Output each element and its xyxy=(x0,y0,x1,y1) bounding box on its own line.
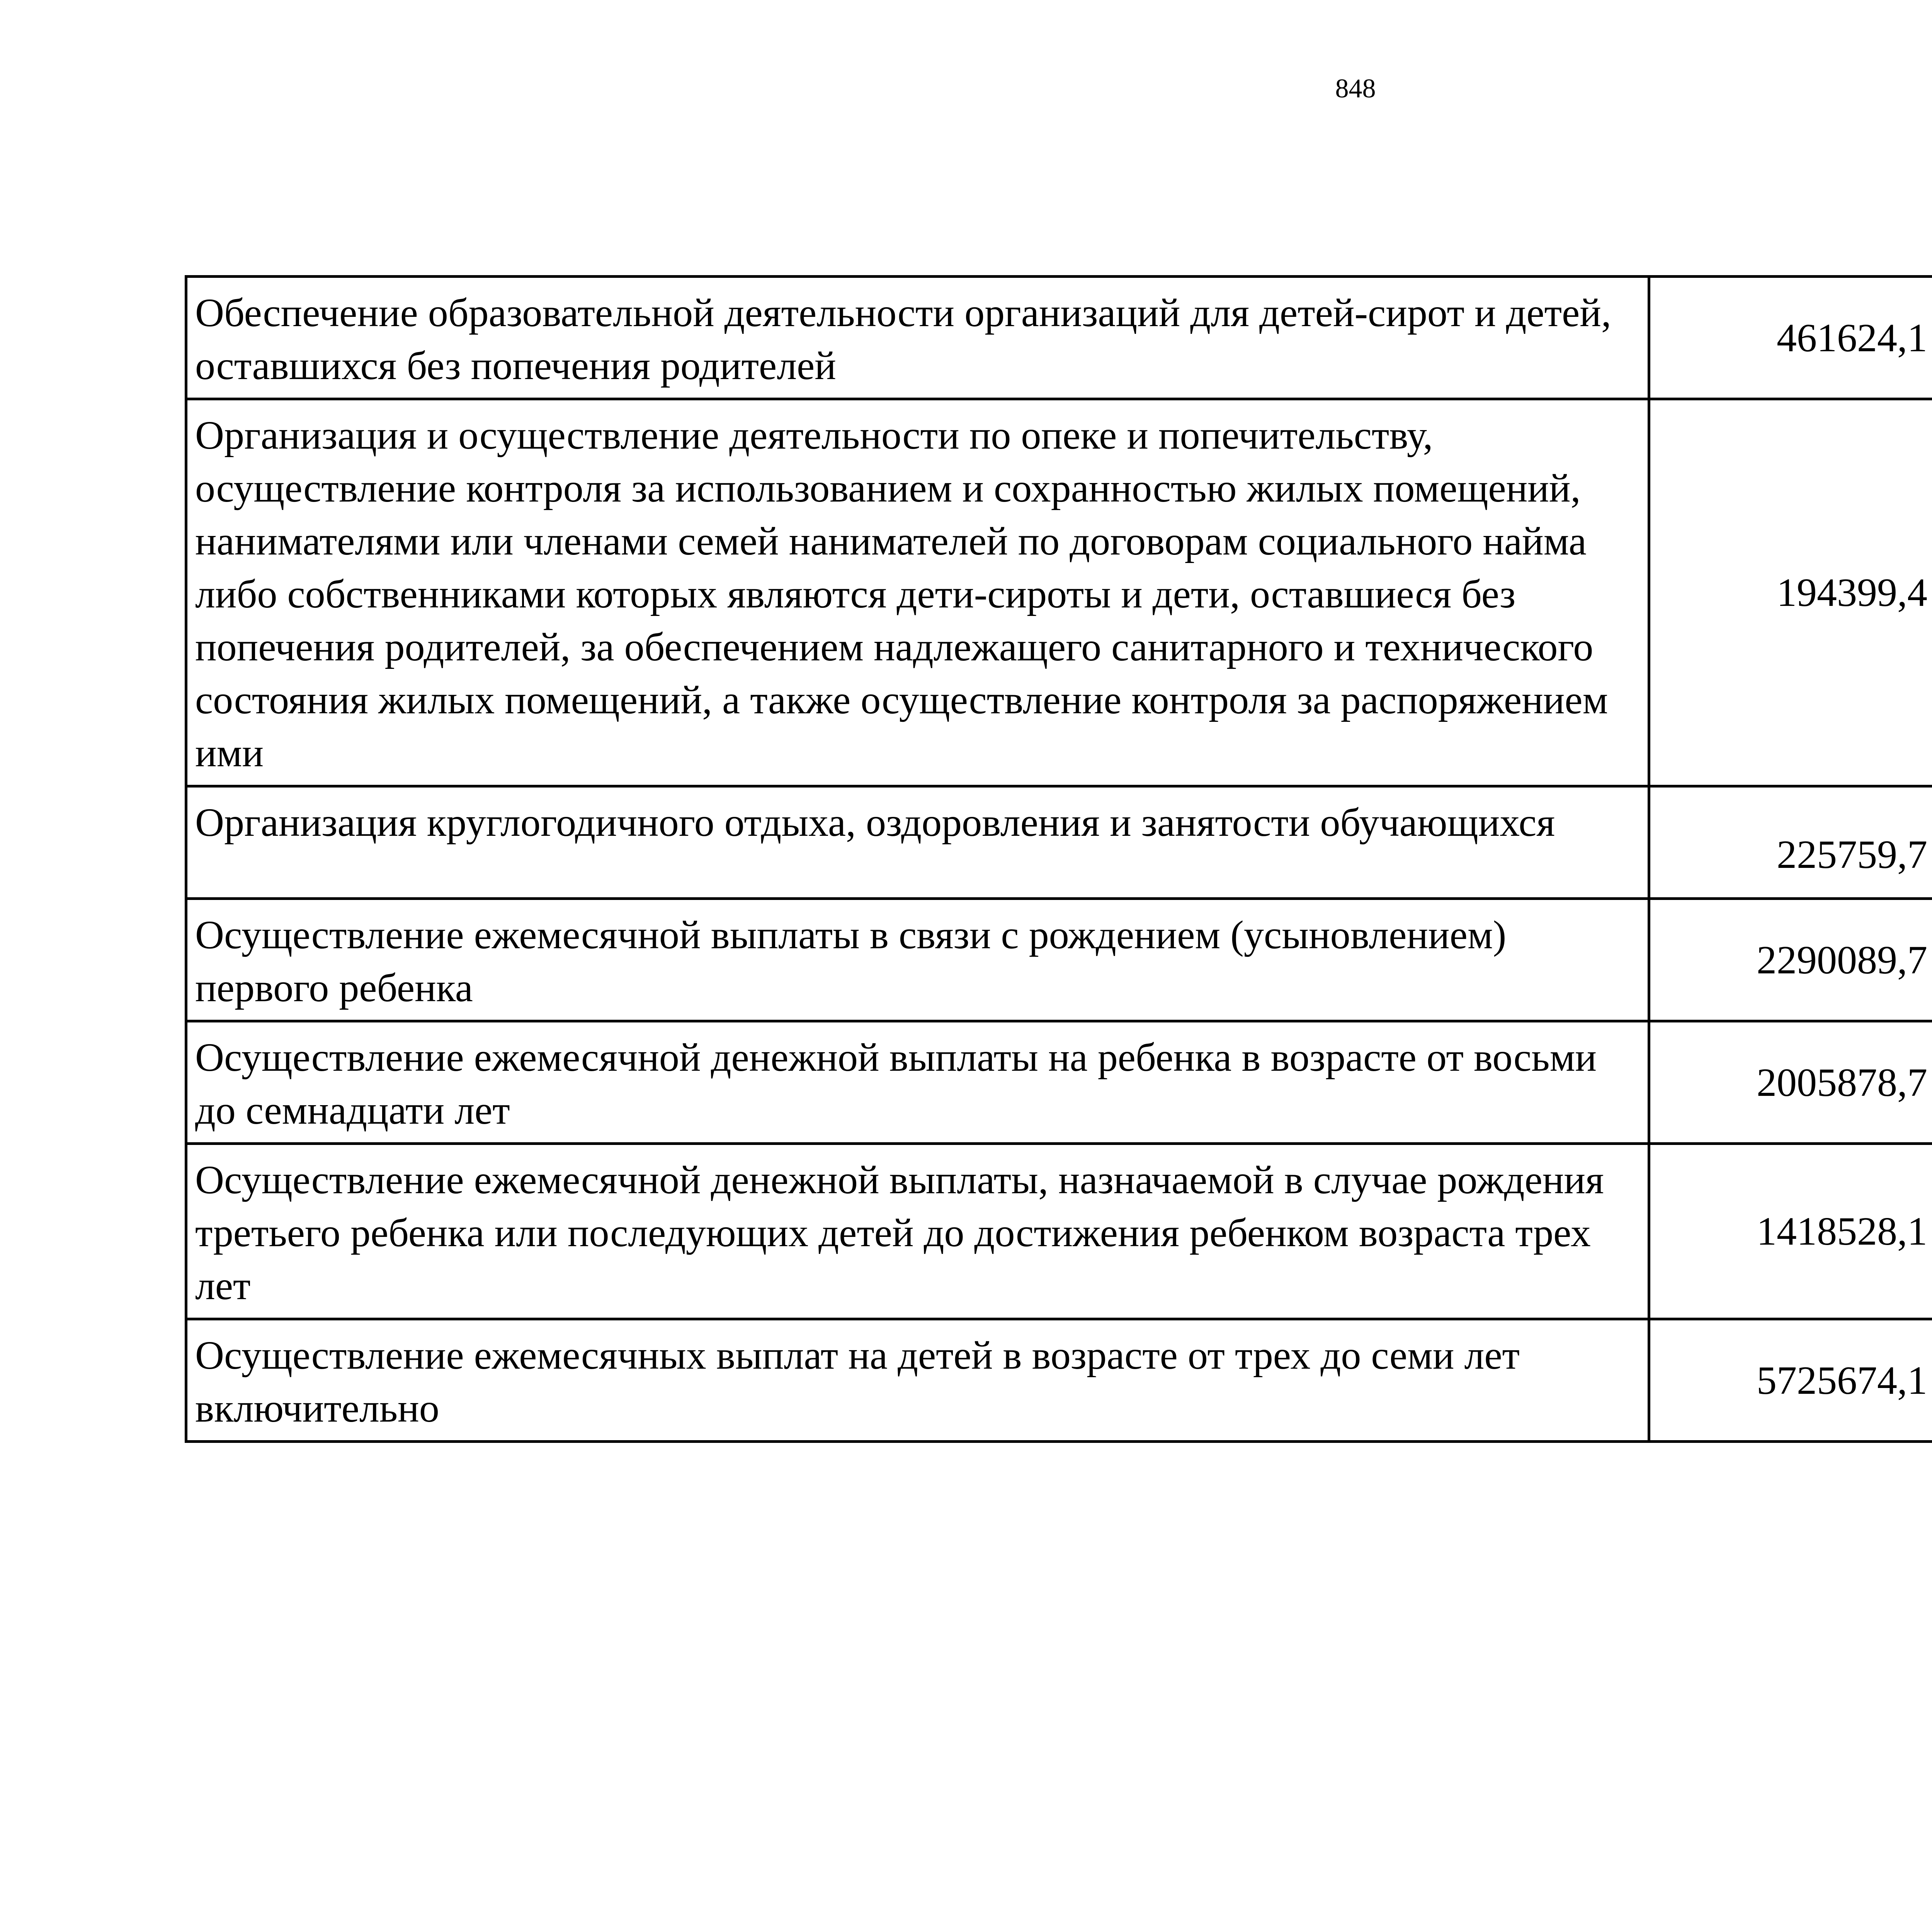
value-cell: 5725674,1 xyxy=(1649,1319,1932,1442)
budget-table xyxy=(185,275,1932,1443)
table-row xyxy=(186,899,1932,1021)
row-name-cell: Осуществление ежемесячной денежной выплаты на ребенка в возрасте от восьми до семнадцати лет xyxy=(186,1021,1649,1144)
row-name-cell: Организация и осуществление деятельности по опеке и попечительству, осуществление контроля за использованием и сохранностью жилых помещений, нанимателями или членами семей нанимателей по договорам социального найма либо собственниками которых являются дети-сироты и дети, оставшиеся без попечения родителей, за обеспечением надлежащего санитарного и технического состояния жилых помещений, а также осуществление контроля за распоряжением ими xyxy=(186,399,1649,786)
row-name-cell: Осуществление ежемесячной выплаты в связи с рождением (усыновлением) первого ребенка xyxy=(186,899,1649,1021)
row-name-cell: Осуществление ежемесячной денежной выплаты, назначаемой в случае рождения третьего ребенка или последующих детей до достижения ребенком возраста трех лет xyxy=(186,1144,1649,1319)
value-cell: 461624,1 xyxy=(1649,277,1932,399)
value-cell: 194399,4 xyxy=(1649,399,1932,786)
value-cell: 225759,7 xyxy=(1649,786,1932,899)
row-name-cell: Обеспечение образовательной деятельности организаций для детей-сирот и детей, оставшихся без попечения родителей xyxy=(186,277,1649,399)
value-cell: 2005878,7 xyxy=(1649,1021,1932,1144)
table-row xyxy=(186,1319,1932,1442)
table-row xyxy=(186,1021,1932,1144)
table-row xyxy=(186,277,1932,399)
value-cell: 2290089,7 xyxy=(1649,899,1932,1021)
table-row xyxy=(186,786,1932,899)
page-number: 848 xyxy=(1335,74,1376,104)
table-row xyxy=(186,1144,1932,1319)
row-name-cell: Осуществление ежемесячных выплат на детей в возрасте от трех до семи лет включительно xyxy=(186,1319,1649,1442)
row-name-cell: Организация круглогодичного отдыха, оздоровления и занятости обучающихся xyxy=(186,786,1649,899)
value-cell: 1418528,1 xyxy=(1649,1144,1932,1319)
table-row xyxy=(186,399,1932,786)
